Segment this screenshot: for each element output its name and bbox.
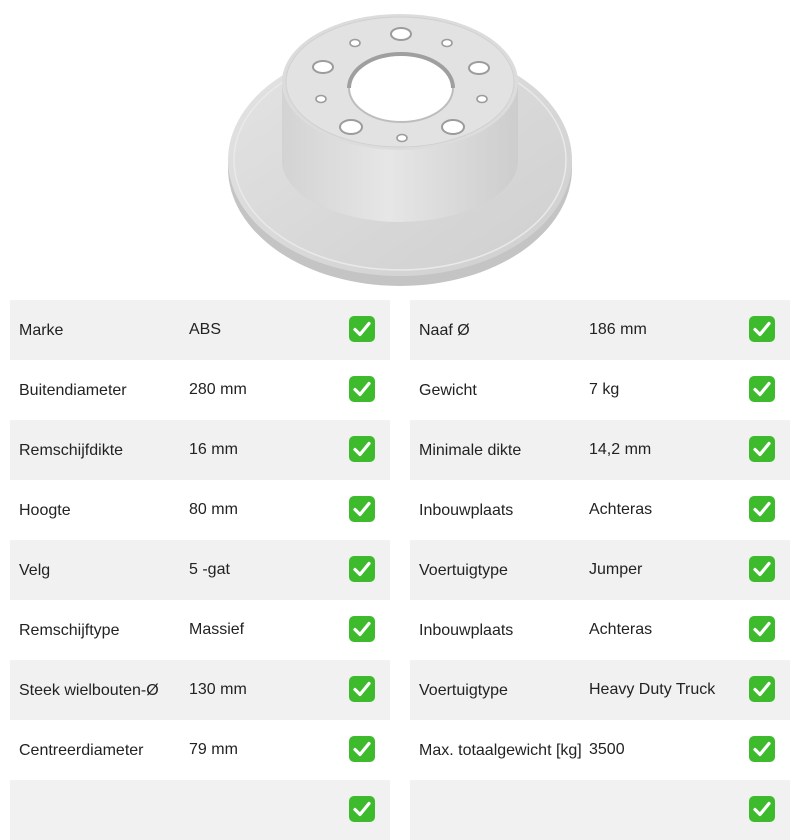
spec-value: ABS [189,321,222,338]
spec-label: Remschijfdikte [19,442,124,459]
spec-value: Jumper [589,561,643,578]
spec-value: 186 mm [589,321,647,338]
spec-label: Voertuigtype [419,682,508,699]
spec-value: Achteras [589,501,653,518]
spec-row [410,360,790,420]
spec-label: Inbouwplaats [419,502,514,519]
check-mark-icon [349,496,375,522]
spec-row [410,780,790,840]
spec-row [410,300,790,360]
spec-value: 7 kg [589,381,620,398]
spec-label: Remschijftype [19,622,120,639]
spec-row [410,660,790,720]
spec-row [410,600,790,660]
check-mark-icon [749,676,775,702]
spec-column-left [10,300,390,840]
spec-value: Heavy Duty Truck [589,681,716,698]
spec-label: Voertuigtype [419,562,508,579]
check-mark-icon [349,316,375,342]
check-mark-icon [349,736,375,762]
spec-row [10,360,390,420]
spec-row [10,480,390,540]
spec-value: Achteras [589,621,653,638]
spec-value: 5 -gat [189,561,230,578]
spec-row [10,600,390,660]
spec-label: Max. totaalgewicht [kg] [419,742,582,759]
spec-row [10,420,390,480]
spec-value: 14,2 mm [589,441,652,458]
spec-label: Inbouwplaats [419,622,514,639]
check-mark-icon [749,616,775,642]
check-mark-icon [349,376,375,402]
spec-row [10,540,390,600]
check-mark-icon [349,556,375,582]
spec-row [410,720,790,780]
spec-value: 16 mm [189,441,238,458]
spec-label: Centreerdiameter [19,742,144,759]
spec-row [10,720,390,780]
spec-row [10,780,390,840]
spec-label: Steek wielbouten-Ø [19,682,159,699]
check-mark-icon [749,316,775,342]
check-mark-icon [349,616,375,642]
check-mark-icon [749,376,775,402]
spec-label: Gewicht [419,382,477,399]
spec-label: Marke [19,322,64,339]
check-mark-icon [749,736,775,762]
check-mark-icon [349,436,375,462]
spec-row [410,540,790,600]
spec-label: Velg [19,562,51,579]
spec-row [10,300,390,360]
spec-label: Hoogte [19,502,71,519]
spec-row [10,660,390,720]
check-mark-icon [749,496,775,522]
spec-value: 130 mm [189,681,247,698]
spec-row [410,480,790,540]
check-mark-icon [749,556,775,582]
spec-column-right [410,300,790,840]
spec-label: Naaf Ø [419,322,470,339]
brake-disc-icon [225,10,575,290]
spec-row [410,420,790,480]
spec-value: 280 mm [189,381,247,398]
spec-value: 79 mm [189,741,238,758]
spec-label: Buitendiameter [19,382,127,399]
spec-value: 3500 [589,741,625,758]
spec-label: Minimale dikte [419,442,522,459]
check-mark-icon [349,676,375,702]
spec-value: Massief [189,621,245,638]
product-image [225,10,575,290]
spec-value: 80 mm [189,501,238,518]
check-mark-icon [749,436,775,462]
